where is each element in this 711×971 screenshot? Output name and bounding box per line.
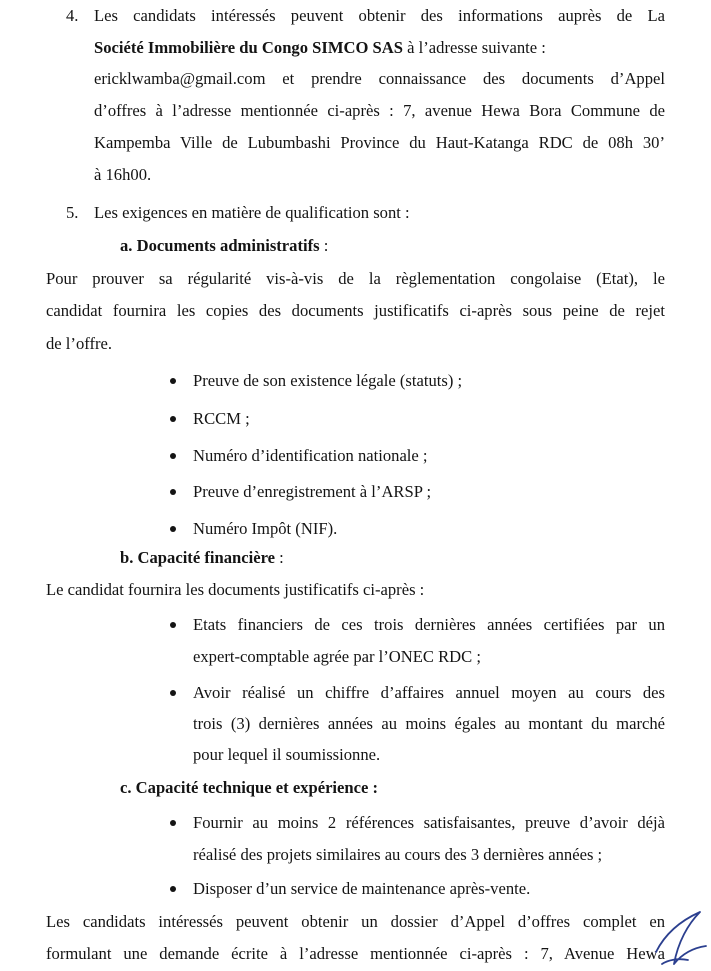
bullet-dot [170,886,176,892]
bullet-dot [170,820,176,826]
list-item: Numéro Impôt (NIF). [193,519,338,538]
item-4-line-4: d’offres à l’adresse mentionnée ci-après : 7, avenue Hewa Bora Commune de [94,101,665,120]
section-b-colon: : [275,548,284,567]
item-4-line-5: Kampemba Ville de Lubumbashi Province du Haut-Katanga RDC de 08h 30’ [94,133,665,152]
bullet-dot [170,416,176,422]
section-a-colon: : [319,236,329,255]
section-b-bullet-1-line-2: expert-comptable agrée par l’ONEC RDC ; [193,647,481,666]
closing-line-1: Les candidats intéressés peuvent obtenir un dossier d’Appel d’offres complet en [46,912,665,931]
section-a-para-line-1: Pour prouver sa régularité vis-à-vis de la règlementation congolaise (Etat), le [46,269,665,288]
item-5-number: 5. [66,203,79,222]
bullet-dot [170,526,176,532]
section-b-intro: Le candidat fournira les documents justificatifs ci-après : [46,580,425,599]
section-a-heading [120,235,328,257]
item-4-line-1: Les candidats intéressés peuvent obtenir des informations auprès de La [94,6,665,25]
section-a-title: a. Documents administratifs [120,236,320,255]
item-4-number: 4. [66,6,79,25]
item-4-line-6: à 16h00. [94,165,152,184]
list-item: RCCM ; [193,409,250,428]
section-b-bullet-1-line-1: Etats financiers de ces trois dernières années certifiées par un [193,615,665,634]
section-c-bullet-2-line-1: Disposer d’un service de maintenance après-vente. [193,879,531,898]
bullet-dot [170,453,176,459]
list-item: Preuve de son existence légale (statuts) ; [193,371,463,390]
item-4-line-2 [94,37,665,59]
list-item: Preuve d’enregistrement à l’ARSP ; [193,482,432,501]
signature-initials-icon [648,902,711,971]
bullet-dot [170,622,176,628]
section-b-title: b. Capacité financière [120,548,276,567]
closing-line-2: formulant une demande écrite à l’adresse mentionnée ci-après : 7, Avenue Hewa [46,944,665,963]
item-5-text: Les exigences en matière de qualification sont : [94,203,410,222]
section-b-bullet-2-line-1: Avoir réalisé un chiffre d’affaires annuel moyen au cours des [193,683,665,702]
bullet-dot [170,690,176,696]
section-c-bullet-1-line-1: Fournir au moins 2 références satisfaisantes, preuve d’avoir déjà [193,813,665,832]
bullet-dot [170,489,176,495]
section-a-para-line-2: candidat fournira les copies des documents justificatifs ci-après sous peine de rejet [46,301,665,320]
company-name: Société Immobilière du Congo SIMCO SAS [94,38,403,57]
item-4-line-2-text: à l’adresse suivante : [407,38,546,57]
section-b-bullet-2-line-3: pour lequel il soumissionne. [193,745,381,764]
list-item: Numéro d’identification nationale ; [193,446,428,465]
section-a-para-line-3: de l’offre. [46,334,113,353]
section-c-bullet-1-line-2: réalisé des projets similaires au cours des 3 dernières années ; [193,845,603,864]
item-4-line-3: ericklwamba@gmail.com et prendre connaissance des documents d’Appel [94,69,665,88]
bullet-dot [170,378,176,384]
section-c-heading: c. Capacité technique et expérience : [120,778,379,797]
section-b-bullet-2-line-2: trois (3) dernières années au moins égales au montant du marché [193,714,665,733]
section-b-heading [120,547,284,569]
